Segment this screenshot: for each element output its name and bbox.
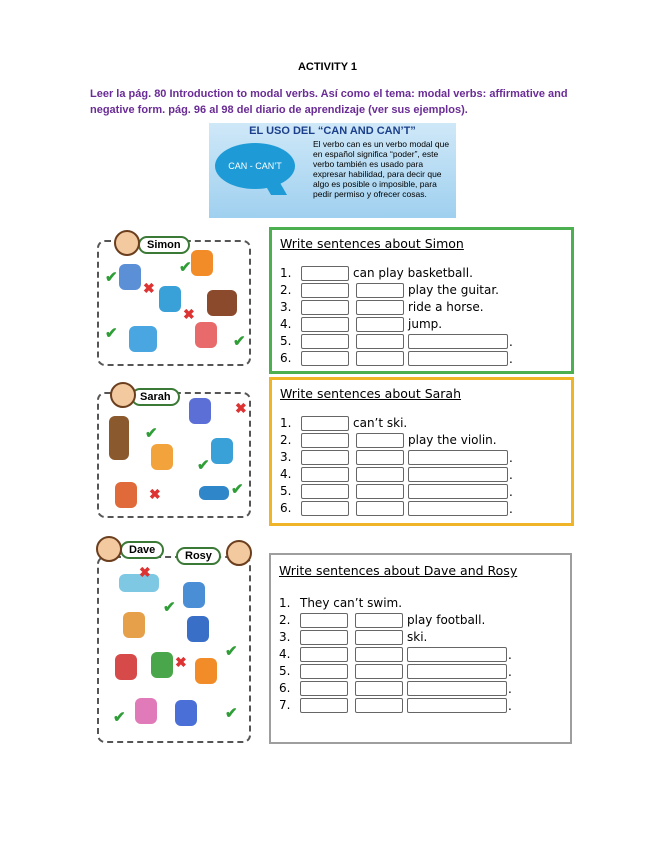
sentence-end-dot: . — [509, 485, 513, 499]
sentence-row — [279, 698, 559, 714]
kid-illustration — [195, 322, 217, 348]
row-number: 1. — [280, 416, 292, 430]
dave-face-icon — [96, 536, 122, 562]
answer-blank-field[interactable] — [408, 501, 508, 516]
row-number: 5. — [280, 484, 292, 498]
cross-icon: ✖ — [143, 280, 155, 296]
tree-illustration — [109, 416, 129, 460]
sentence-end-dot: . — [508, 699, 512, 713]
sentence-text: They can’t swim. — [300, 596, 403, 610]
sentence-row — [280, 416, 560, 432]
sentence-row — [279, 647, 559, 663]
tick-icon: ✔ — [105, 269, 118, 286]
tick-icon: ✔ — [225, 705, 238, 722]
sentence-row — [280, 484, 560, 500]
sentence-end-dot: . — [509, 502, 513, 516]
answer-blank-field[interactable] — [356, 450, 404, 465]
sentence-row — [280, 334, 560, 350]
answer-blank-field[interactable] — [301, 266, 349, 281]
dave-rosy-exercise-box — [269, 553, 572, 744]
kid-illustration — [159, 286, 181, 312]
answer-blank-field[interactable] — [407, 664, 507, 679]
answer-blank-field[interactable] — [355, 630, 403, 645]
row-number: 3. — [280, 450, 292, 464]
tick-icon: ✔ — [163, 599, 176, 616]
sarah-face-icon — [110, 382, 136, 408]
sentence-text: ride a horse. — [408, 300, 484, 314]
row-number: 1. — [279, 596, 291, 610]
sentence-text: ski. — [407, 630, 428, 644]
cross-icon: ✖ — [149, 486, 161, 502]
answer-blank-field[interactable] — [301, 433, 349, 448]
kid-illustration — [151, 652, 173, 678]
instructions-text: Leer la pág. 80 Introduction to modal verbs. Así como el tema: modal verbs: affirmative and negative form. pág. 96 al 98 del diario de aprendizaje (ver sus ejemplos). — [90, 88, 568, 116]
sentence-end-dot: . — [509, 451, 513, 465]
answer-blank-field[interactable] — [300, 613, 348, 628]
dave-name-label: Dave — [120, 541, 164, 559]
answer-blank-field[interactable] — [301, 300, 349, 315]
sentence-row — [280, 283, 560, 299]
row-number: 2. — [280, 283, 292, 297]
sentence-row — [280, 433, 560, 449]
kid-illustration — [211, 438, 233, 464]
simon-name-label: Simon — [138, 236, 190, 254]
rosy-face-icon — [226, 540, 252, 566]
sentence-end-dot: . — [508, 648, 512, 662]
dave-rosy-picture-panel — [97, 556, 251, 743]
row-number: 7. — [279, 698, 291, 712]
swimmer-illustration — [199, 486, 229, 500]
kid-illustration — [115, 654, 137, 680]
sentence-row — [280, 300, 560, 316]
kid-illustration — [195, 658, 217, 684]
sentence-row — [280, 450, 560, 466]
simon-face-icon — [114, 230, 140, 256]
answer-blank-field[interactable] — [301, 283, 349, 298]
simon-exercise-box — [269, 227, 574, 374]
row-number: 6. — [280, 351, 292, 365]
answer-blank-field[interactable] — [407, 681, 507, 696]
row-number: 3. — [280, 300, 292, 314]
answer-blank-field[interactable] — [355, 613, 403, 628]
tick-icon: ✔ — [225, 643, 238, 660]
sentence-end-dot: . — [509, 335, 513, 349]
speech-bubble: CAN - CAN’T — [215, 143, 295, 189]
sentence-text: jump. — [408, 317, 443, 331]
sentence-text: can play basketball. — [353, 266, 473, 280]
row-number: 4. — [280, 467, 292, 481]
kid-illustration — [115, 482, 137, 508]
activity-title: ACTIVITY 1 — [297, 61, 358, 73]
dave-rosy-heading: Write sentences about Dave and Rosy — [279, 563, 518, 578]
row-number: 6. — [279, 681, 291, 695]
row-number: 2. — [279, 613, 291, 627]
row-number: 6. — [280, 501, 292, 515]
row-number: 4. — [280, 317, 292, 331]
sentence-row — [279, 664, 559, 680]
kid-illustration — [187, 616, 209, 642]
can-cant-info-banner — [209, 123, 456, 218]
answer-blank-field[interactable] — [356, 501, 404, 516]
row-number: 1. — [280, 266, 292, 280]
cross-icon: ✖ — [235, 400, 247, 416]
sentence-text: play the violin. — [408, 433, 497, 447]
answer-blank-field[interactable] — [356, 283, 404, 298]
sarah-exercise-box — [269, 377, 574, 526]
sentence-end-dot: . — [509, 352, 513, 366]
tick-icon: ✔ — [233, 333, 246, 350]
sarah-picture-panel — [97, 392, 251, 518]
bike-illustration — [129, 326, 157, 352]
answer-blank-field[interactable] — [356, 484, 404, 499]
horse-illustration — [207, 290, 237, 316]
answer-blank-field[interactable] — [355, 664, 403, 679]
kid-illustration — [183, 582, 205, 608]
sentence-row — [279, 596, 559, 612]
kid-illustration — [191, 250, 213, 276]
sentence-text: can’t ski. — [353, 416, 408, 430]
answer-blank-field[interactable] — [301, 450, 349, 465]
row-number: 4. — [279, 647, 291, 661]
banner-explanation: El verbo can es un verbo modal que en español significa “poder”, este verbo también es usado para expresar habilidad, para decir que algo es posible o imposible, para pedir permiso y ofrecer cosas. — [313, 139, 450, 199]
answer-blank-field[interactable] — [355, 647, 403, 662]
sarah-name-label: Sarah — [131, 388, 180, 406]
sarah-heading: Write sentences about Sarah — [280, 386, 462, 401]
answer-blank-field[interactable] — [408, 484, 508, 499]
sentence-row — [279, 613, 559, 629]
answer-blank-field[interactable] — [356, 300, 404, 315]
answer-blank-field[interactable] — [300, 664, 348, 679]
answer-blank-field[interactable] — [300, 630, 348, 645]
sentence-row — [280, 317, 560, 333]
speech-bubble-tail — [263, 181, 287, 195]
cross-icon: ✖ — [139, 564, 151, 580]
answer-blank-field[interactable] — [408, 334, 508, 349]
row-number: 2. — [280, 433, 292, 447]
answer-blank-field[interactable] — [301, 416, 349, 431]
sentence-end-dot: . — [509, 468, 513, 482]
kid-illustration — [151, 444, 173, 470]
tick-icon: ✔ — [105, 325, 118, 342]
sentence-row — [280, 266, 560, 282]
answer-blank-field[interactable] — [300, 698, 348, 713]
cross-icon: ✖ — [183, 306, 195, 322]
row-number: 5. — [279, 664, 291, 678]
sentence-text: play football. — [407, 613, 486, 627]
sentence-row — [280, 501, 560, 517]
row-number: 3. — [279, 630, 291, 644]
sentence-row — [280, 351, 560, 367]
sentence-row — [280, 467, 560, 483]
tick-icon: ✔ — [231, 481, 244, 498]
answer-blank-field[interactable] — [300, 647, 348, 662]
answer-blank-field[interactable] — [355, 681, 403, 696]
answer-blank-field[interactable] — [356, 351, 404, 366]
tick-icon: ✔ — [197, 457, 210, 474]
answer-blank-field[interactable] — [300, 681, 348, 696]
answer-blank-field[interactable] — [301, 334, 349, 349]
answer-blank-field[interactable] — [407, 698, 507, 713]
answer-blank-field[interactable] — [408, 351, 508, 366]
sentence-end-dot: . — [508, 682, 512, 696]
answer-blank-field[interactable] — [408, 450, 508, 465]
answer-blank-field[interactable] — [301, 317, 349, 332]
kid-illustration — [123, 612, 145, 638]
answer-blank-field[interactable] — [408, 467, 508, 482]
banner-title: EL USO DEL “CAN AND CAN’T” — [249, 125, 416, 137]
tick-icon: ✔ — [113, 709, 126, 726]
answer-blank-field[interactable] — [301, 467, 349, 482]
kid-illustration — [189, 398, 211, 424]
sentence-text: play the guitar. — [408, 283, 499, 297]
tick-icon: ✔ — [179, 259, 192, 276]
answer-blank-field[interactable] — [356, 334, 404, 349]
cross-icon: ✖ — [175, 654, 187, 670]
kid-illustration — [135, 698, 157, 724]
rosy-name-label: Rosy — [176, 547, 221, 565]
sentence-row — [279, 681, 559, 697]
answer-blank-field[interactable] — [356, 317, 404, 332]
answer-blank-field[interactable] — [356, 467, 404, 482]
sentence-end-dot: . — [508, 665, 512, 679]
sentence-row — [279, 630, 559, 646]
answer-blank-field[interactable] — [301, 484, 349, 499]
row-number: 5. — [280, 334, 292, 348]
answer-blank-field[interactable] — [301, 351, 349, 366]
answer-blank-field[interactable] — [301, 501, 349, 516]
tick-icon: ✔ — [145, 425, 158, 442]
answer-blank-field[interactable] — [407, 647, 507, 662]
simon-heading: Write sentences about Simon — [280, 236, 464, 251]
simon-picture-panel — [97, 240, 251, 366]
answer-blank-field[interactable] — [355, 698, 403, 713]
kid-illustration — [119, 264, 141, 290]
answer-blank-field[interactable] — [356, 433, 404, 448]
kid-illustration — [175, 700, 197, 726]
